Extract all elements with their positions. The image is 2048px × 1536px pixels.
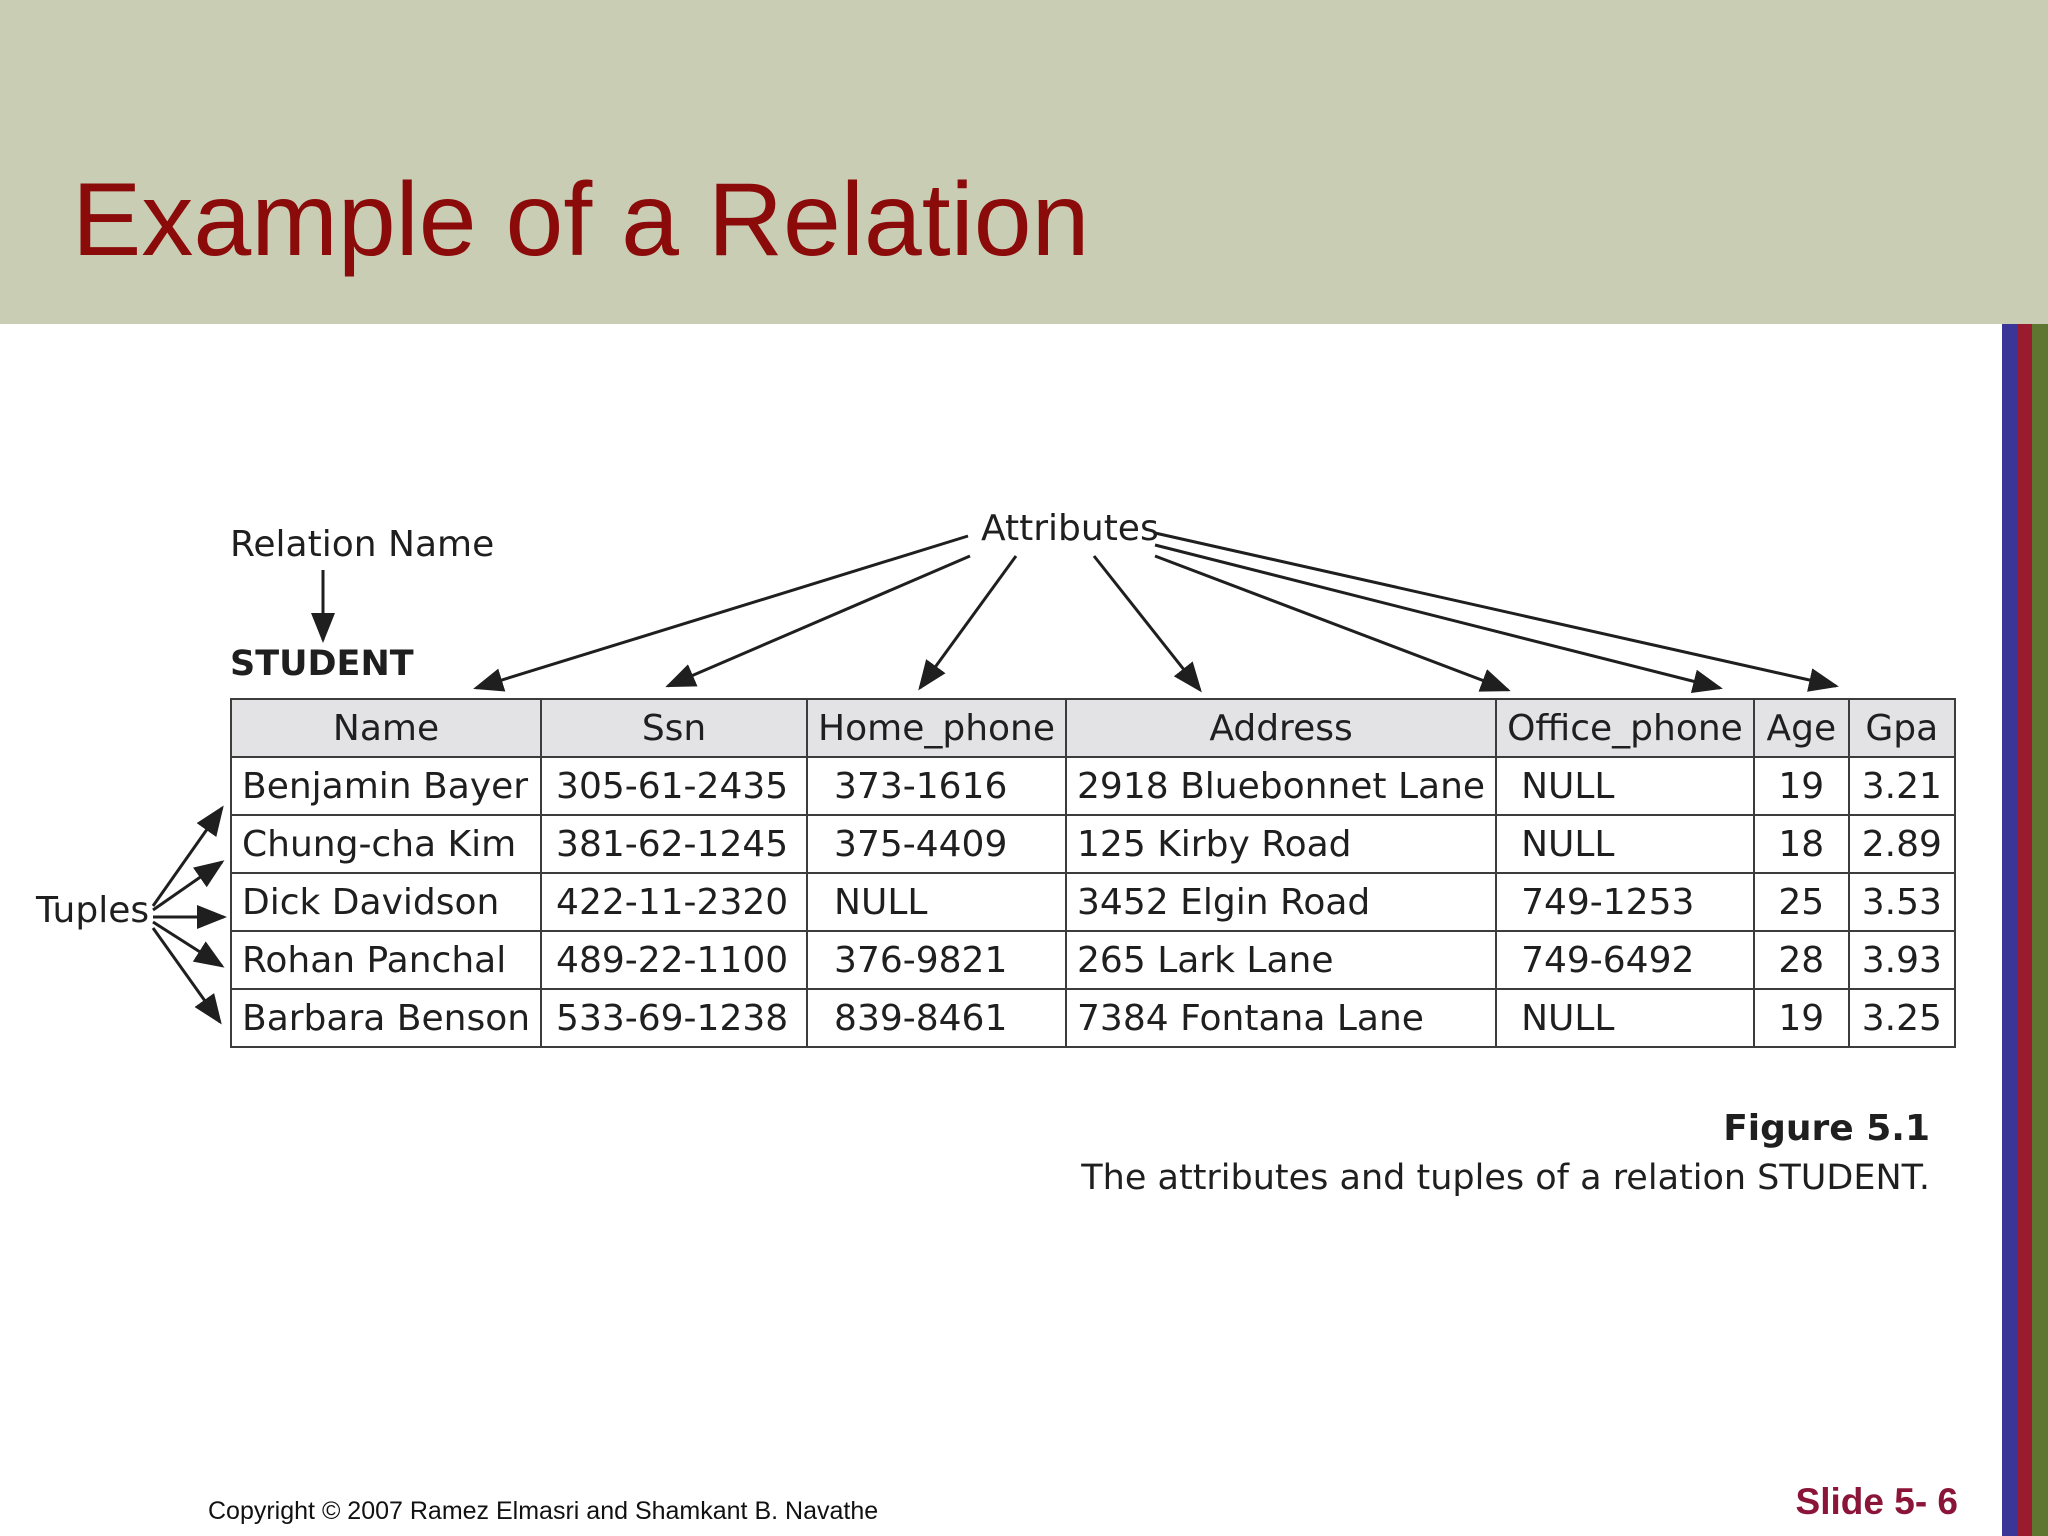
table-cell: 376-9821 [807, 931, 1066, 989]
student-relation-table [230, 698, 1956, 1048]
table-cell: 7384 Fontana Lane [1066, 989, 1496, 1047]
relation-name-label: Relation Name [230, 524, 495, 565]
attribute-arrow-home-phone [920, 556, 1016, 688]
figure-caption: The attributes and tuples of a relation STUDENT. [1081, 1158, 1930, 1198]
attributes-label: Attributes [981, 508, 1159, 549]
attribute-arrow-address [1094, 556, 1200, 690]
tuple-arrow-1 [153, 808, 222, 906]
table-cell: 381-62-1245 [541, 815, 807, 873]
figure-number: Figure 5.1 [1723, 1108, 1930, 1149]
table-cell: NULL [807, 873, 1066, 931]
table-cell: Rohan Panchal [231, 931, 541, 989]
table-cell: NULL [1496, 757, 1754, 815]
table-cell: 125 Kirby Road [1066, 815, 1496, 873]
table-cell: 2.89 [1849, 815, 1955, 873]
tuple-arrow-2 [153, 862, 222, 910]
table-row [231, 757, 1955, 815]
attribute-arrow-name [476, 536, 968, 688]
table-row [231, 931, 1955, 989]
table-cell: 839-8461 [807, 989, 1066, 1047]
table-cell: 3452 Elgin Road [1066, 873, 1496, 931]
attribute-arrow-office-phone [1155, 556, 1508, 690]
attribute-arrow-age [1155, 545, 1720, 688]
table-cell: 749-1253 [1496, 873, 1754, 931]
column-header-gpa: Gpa [1849, 699, 1955, 757]
table-cell: 3.93 [1849, 931, 1955, 989]
table-cell: 305-61-2435 [541, 757, 807, 815]
table-cell: 749-6492 [1496, 931, 1754, 989]
table-cell: 3.53 [1849, 873, 1955, 931]
tuples-label: Tuples [36, 890, 150, 931]
table-cell: 18 [1754, 815, 1849, 873]
table-cell: 19 [1754, 989, 1849, 1047]
copyright-footer: Copyright © 2007 Ramez Elmasri and Shamkant B. Navathe [208, 1497, 879, 1525]
slide-title: Example of a Relation [72, 162, 1090, 278]
attribute-header-row [231, 699, 1955, 757]
table-cell: 533-69-1238 [541, 989, 807, 1047]
slide-number: Slide 5- 6 [1795, 1481, 1958, 1522]
column-header-ssn: Ssn [541, 699, 807, 757]
attribute-arrow-gpa [1155, 533, 1836, 686]
table-cell: 373-1616 [807, 757, 1066, 815]
table-cell: 25 [1754, 873, 1849, 931]
relation-name-student: STUDENT [230, 644, 414, 684]
table-cell: 19 [1754, 757, 1849, 815]
table-cell: 3.25 [1849, 989, 1955, 1047]
table-cell: 265 Lark Lane [1066, 931, 1496, 989]
column-header-age: Age [1754, 699, 1849, 757]
table-cell: 3.21 [1849, 757, 1955, 815]
column-header-office-phone: Office_phone [1496, 699, 1754, 757]
table-cell: 375-4409 [807, 815, 1066, 873]
table-cell: 489-22-1100 [541, 931, 807, 989]
table-row [231, 815, 1955, 873]
table-cell: 28 [1754, 931, 1849, 989]
column-header-name: Name [231, 699, 541, 757]
table-row [231, 989, 1955, 1047]
table-cell: NULL [1496, 989, 1754, 1047]
column-header-address: Address [1066, 699, 1496, 757]
table-cell: Dick Davidson [231, 873, 541, 931]
table-cell: Benjamin Bayer [231, 757, 541, 815]
table-cell: NULL [1496, 815, 1754, 873]
attribute-arrow-ssn [668, 556, 970, 686]
table-cell: 422-11-2320 [541, 873, 807, 931]
table-row [231, 873, 1955, 931]
table-cell: Barbara Benson [231, 989, 541, 1047]
table-cell: Chung-cha Kim [231, 815, 541, 873]
column-header-home-phone: Home_phone [807, 699, 1066, 757]
table-cell: 2918 Bluebonnet Lane [1066, 757, 1496, 815]
